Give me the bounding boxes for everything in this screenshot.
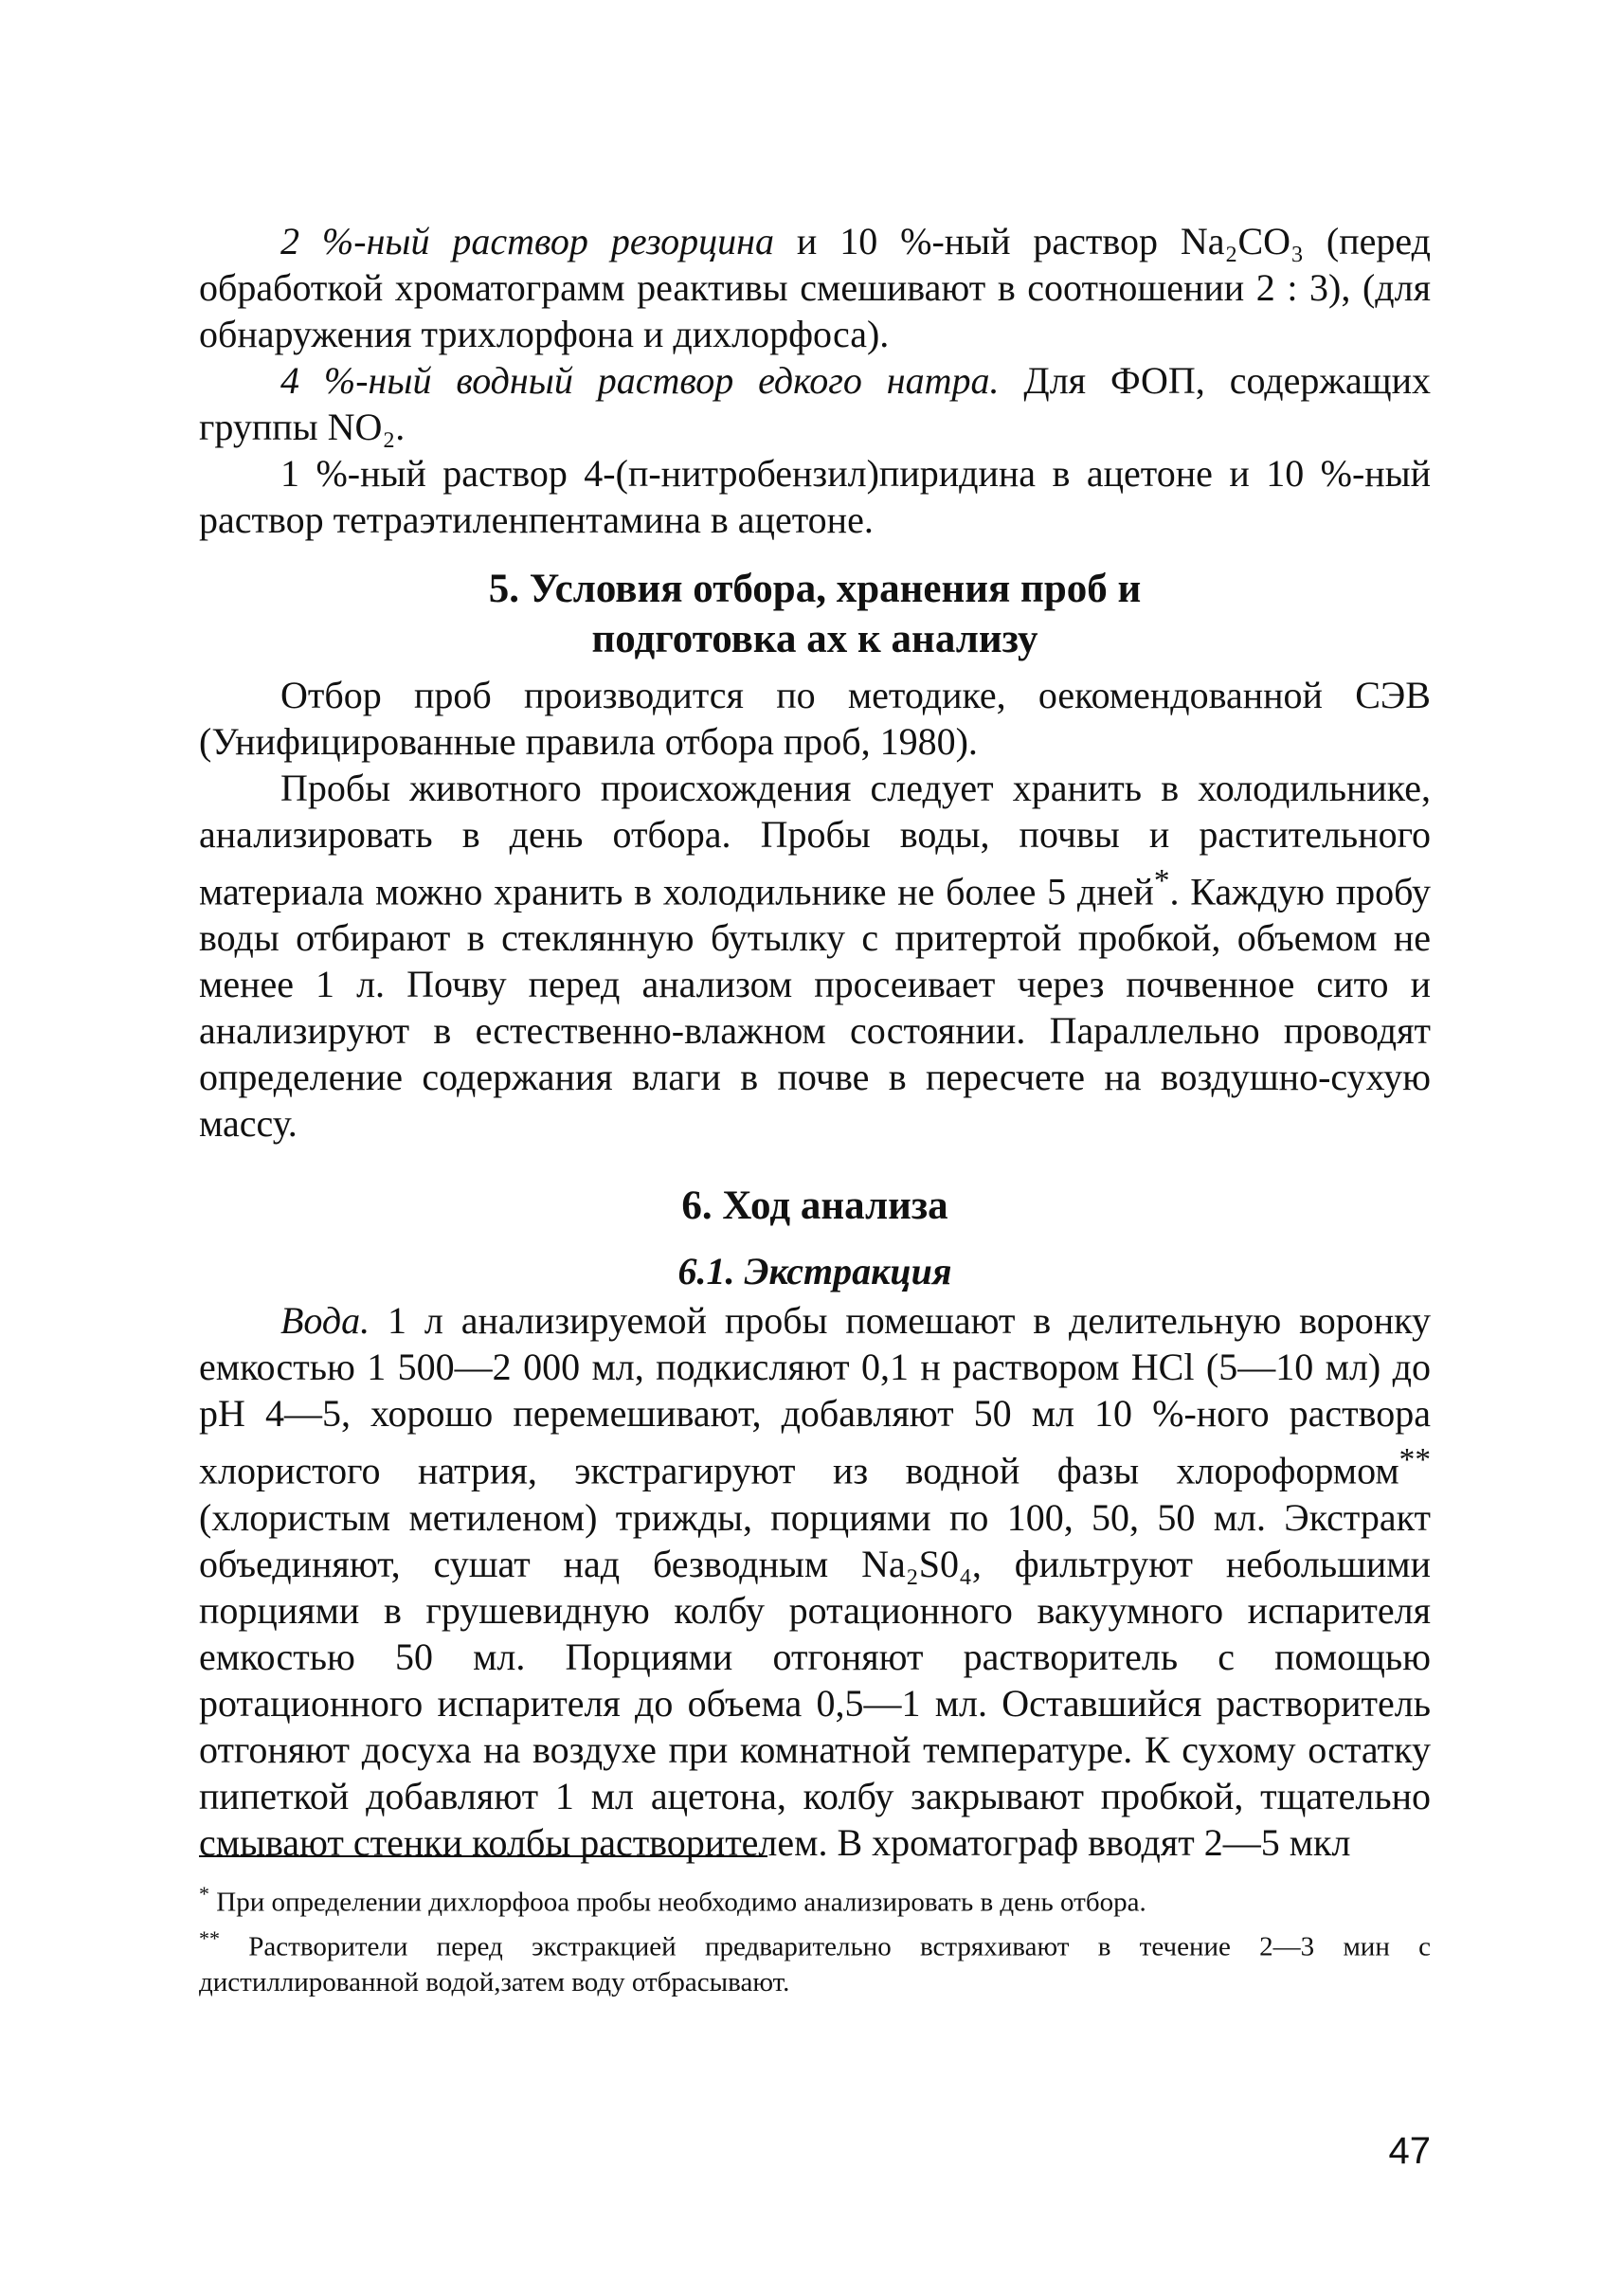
paragraph-sodium-hydroxide xyxy=(199,357,1431,450)
paragraph-text: (хлористым метиленом) трижды, порциями по 100, 50, 50 мл. Экстракт объединяют, сушат над безводным Na₂S0₄, фильтруют небольшими порциями в грушевидную колбу ротационного вакуумного испарителя емкостью 50 мл. Порциями отгоняют растворитель с помощью ротационного испарителя до объема 0,5—1 мл. Оставшийся растворитель отгоняют досуха на воздухе при комнатной температуре. К сухому остатку пипеткой добавляют 1 мл ацетона, колбу закрывают пробкой, тщательно смывают стенки колбы растворителем. В хроматограф вводят 2—5 мкл xyxy=(199,1495,1431,1864)
paragraph-water-extraction xyxy=(199,1297,1431,1865)
section-6-heading: 6. Ход анализа xyxy=(681,1184,948,1229)
footnotes xyxy=(199,1855,1431,2000)
paragraph-resorcinol xyxy=(199,218,1431,357)
footnote-2 xyxy=(199,1921,1431,2001)
footnote-mark: ** xyxy=(199,1925,220,1950)
footnote-ref-1: * xyxy=(1153,863,1170,898)
paragraph-text: и 10 %-ный раствор Na₂CO₃ (перед обработкой хроматограмм реактивы смешивают в соотношении 2 : 3), (для обнаружения трихлорфона и дихлорфоса). xyxy=(199,220,1431,355)
section-5-title-line1: 5. Условия отбора, хранения проб и xyxy=(488,567,1142,611)
paragraph-nitrobenzylpyridine: 1 %-ный раствор 4-(п-нитробензил)пиридина в ацетоне и 10 %-ный раствор тетраэтиленпентамина в ацетоне. xyxy=(199,452,1431,541)
paragraph-text: . Каждую пробу воды отбирают в стеклянную бутылку с притертой пробкой, объемом не менее 1 л. Почву перед анализом просеивает через почвенное сито и анализируют в естественно-влажном состоянии. Параллельно проводят определение содержания влаги в почве в пересчете на воздушно-сухую массу. xyxy=(199,870,1431,1146)
reagent-name: 4 %-ный водный раствор едкого натра. xyxy=(280,359,1000,402)
sample-type-label: Вода. xyxy=(280,1299,370,1343)
footnote-text: При определении дихлорфооа пробы необходимо анализировать в день отбора. xyxy=(209,1887,1146,1918)
section-5-title-line2: подготовка ах к анализу xyxy=(591,617,1038,661)
paragraph-text: Пробы животного происхождения следует хранить в холодильнике, анализировать в день отбора. Пробы воды, почвы и растительного материала можно хранить в холодильнике не более 5 дней xyxy=(199,767,1431,913)
footnote-ref-2: ** xyxy=(1398,1442,1431,1478)
footnote-text: Растворители перед экстракцией предварительно встряхивают в течение 2—3 мин с дистиллированной водой,затем воду отбрасывают. xyxy=(199,1931,1431,1998)
footnote-1 xyxy=(199,1876,1431,1921)
page-number: 47 xyxy=(1388,2130,1431,2172)
paragraph-storage xyxy=(199,765,1431,1147)
section-5-heading xyxy=(199,564,1431,664)
paragraph-sampling: Отбор проб производится по методике, оекомендованной СЭВ (Унифицированные правила отбора проб, 1980). xyxy=(199,674,1431,763)
paragraph-text: 1 л анализируемой пробы помешают в делительную воронку емкостью 1 500—2 000 мл, подкисляют 0,1 н раствором HCl (5—10 мл) до pH 4—5, хорошо перемешивают, добавляют 50 мл 10 %-ного раствора хлористого натрия, экстрагируют из водной фазы хлороформом xyxy=(199,1299,1431,1492)
footnote-divider xyxy=(199,1855,767,1857)
paragraph-text: Для ФОП, содержащих группы NO₂. xyxy=(199,359,1432,448)
page-body xyxy=(199,218,1431,1866)
subsection-6-1-heading: 6.1. Экстракция xyxy=(677,1250,952,1293)
footnote-mark: * xyxy=(199,1882,209,1906)
reagent-name: 2 %-ный раствор резорцина xyxy=(280,220,774,262)
